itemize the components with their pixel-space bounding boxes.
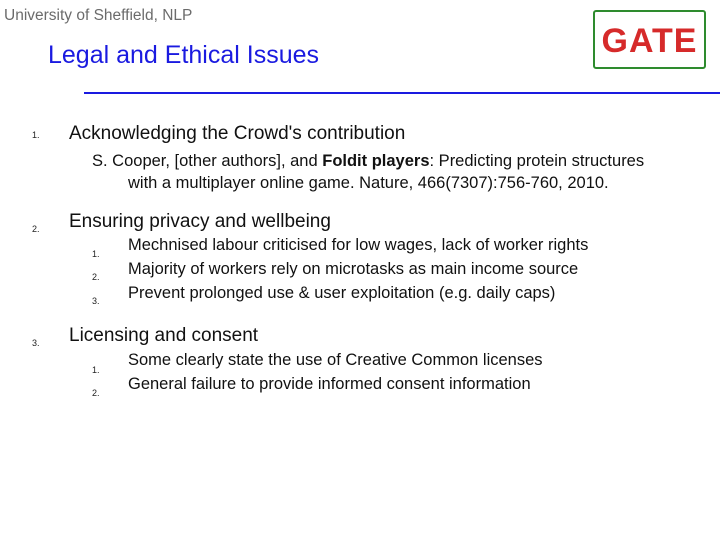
item-number: 2. [32, 224, 40, 234]
organization-label: University of Sheffield, NLP [4, 7, 193, 24]
citation-bold-authors: Foldit players [322, 152, 430, 170]
citation [92, 150, 644, 194]
citation-text-end: : Predicting protein structures [429, 152, 645, 170]
subitem-number: 2. [92, 388, 100, 398]
item-number: 1. [32, 130, 40, 140]
citation-text-start: S. Cooper, [other authors], and [92, 152, 323, 170]
subitem-text: Prevent prolonged use & user exploitation (e.g. daily caps) [128, 284, 556, 302]
list-item-heading: Licensing and consent [69, 325, 259, 346]
subitem-text: General failure to provide informed consent information [128, 375, 531, 393]
gate-logo [591, 9, 708, 70]
subitem-number: 1. [92, 365, 100, 375]
subitem-text: Mechnised labour criticised for low wages, lack of worker rights [128, 236, 589, 254]
title-divider [84, 92, 720, 94]
list-item-heading: Acknowledging the Crowd's contribution [69, 123, 406, 144]
subitem-text: Some clearly state the use of Creative Common licenses [128, 351, 543, 369]
slide-title: Legal and Ethical Issues [48, 41, 320, 69]
citation-line-2: with a multiplayer online game. Nature, 466(7307):756-760, 2010. [128, 174, 609, 192]
gate-logo-text: GATE [601, 22, 698, 60]
subitem-number: 3. [92, 296, 100, 306]
item-number: 3. [32, 338, 40, 348]
subitem-number: 2. [92, 272, 100, 282]
list-item-heading: Ensuring privacy and wellbeing [69, 211, 331, 232]
subitem-number: 1. [92, 249, 100, 259]
subitem-text: Majority of workers rely on microtasks as main income source [128, 260, 579, 278]
